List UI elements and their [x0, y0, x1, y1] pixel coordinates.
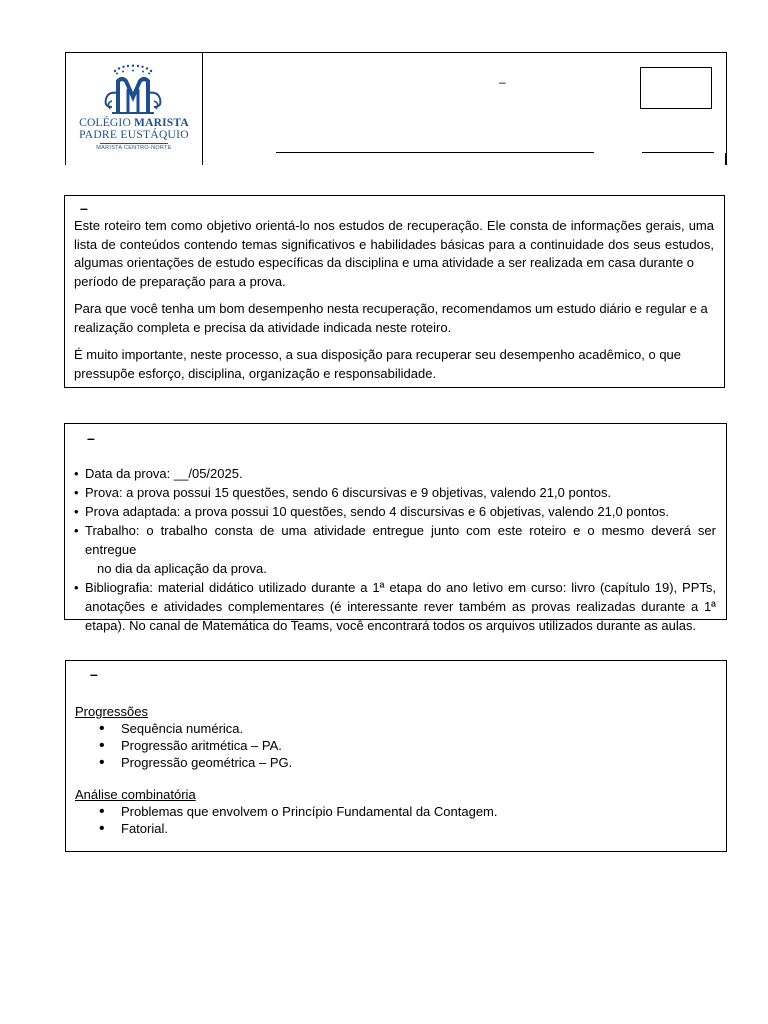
contents-box	[65, 660, 727, 852]
intro-box	[64, 195, 725, 388]
document-header	[65, 52, 727, 165]
combinatorics-list	[99, 803, 498, 837]
general-info-box	[64, 423, 727, 633]
info-item-assignment: • Trabalho: o trabalho consta de uma atividade entregue junto com este roteiro e o mesmo deverá ser entregue no dia da aplicação da prova.	[74, 521, 716, 578]
student-name-line[interactable]	[276, 152, 594, 153]
intro-paragraph-1: Este roteiro tem como objetivo orientá-lo nos estudos de recuperação. Ele consta de informações gerais, uma lista de conteúdos contendo temas significativos e habilidades básicas para a continuidade dos seus estudos, algumas orientações de estudo específicas da disciplina e uma atividade a ser realizada em casa durante o período de preparação para a prova.	[74, 218, 714, 289]
section-title-combinatorics: Análise combinatória	[75, 787, 196, 802]
grade-box[interactable]	[640, 67, 712, 109]
list-item: • Progressão aritmética – PA.	[99, 737, 292, 754]
list-item: • Sequência numérica.	[99, 720, 292, 737]
intro-paragraph-3: É muito importante, neste processo, a sua disposição para recuperar seu desempenho acadêmico, o que pressupõe esforço, disciplina, organização e responsabilidade.	[74, 347, 682, 381]
logo-cell	[66, 53, 203, 165]
info-list	[74, 464, 716, 635]
intro-title-dash: –	[80, 200, 88, 216]
list-item: • Fatorial.	[99, 820, 498, 837]
intro-paragraph-2: Para que você tenha um bom desempenho nesta recuperação, recomendamos um estudo diário e regular e a realização completa e precisa da atividade indicada neste roteiro.	[74, 301, 708, 335]
logo-subtitle: MARISTA CENTRO-NORTE	[96, 145, 172, 151]
info-item-bibliography: • Bibliografia: material didático utilizado durante a 1ª etapa do ano letivo em curso: livro (capítulo 19), PPTs, anotações e atividades complementares (é interessante rever também as provas realizadas durante a 1ª etapa). No canal de Matemática do Teams, você encontrará todos os arquivos utilizados durante as aulas.	[74, 578, 716, 635]
header-right-tick	[725, 153, 726, 165]
progressions-list	[99, 720, 292, 771]
info-item-adapted-exam: • Prova adaptada: a prova possui 10 questões, sendo 4 discursivas e 6 objetivas, valendo 21,0 pontos.	[74, 502, 716, 521]
section-title-progressions: Progressões	[75, 704, 148, 719]
marista-logo-icon	[98, 63, 168, 123]
logo-school-name-line2: PADRE EUSTÁQUIO	[79, 129, 189, 141]
student-number-line[interactable]	[642, 152, 714, 153]
header-title-dash: –	[499, 75, 506, 89]
info-title-dash: –	[87, 430, 95, 446]
logo-school-name-line1: COLÉGIO MARISTA	[79, 117, 189, 129]
info-item-exam: • Prova: a prova possui 15 questões, sendo 6 discursivas e 9 objetivas, valendo 21,0 pontos.	[74, 483, 716, 502]
info-item-exam-date: • Data da prova: __/05/2025.	[74, 464, 716, 483]
list-item: • Progressão geométrica – PG.	[99, 754, 292, 771]
contents-title-dash: –	[90, 666, 98, 682]
logo-divider	[100, 143, 168, 144]
list-item: • Problemas que envolvem o Princípio Fundamental da Contagem.	[99, 803, 498, 820]
